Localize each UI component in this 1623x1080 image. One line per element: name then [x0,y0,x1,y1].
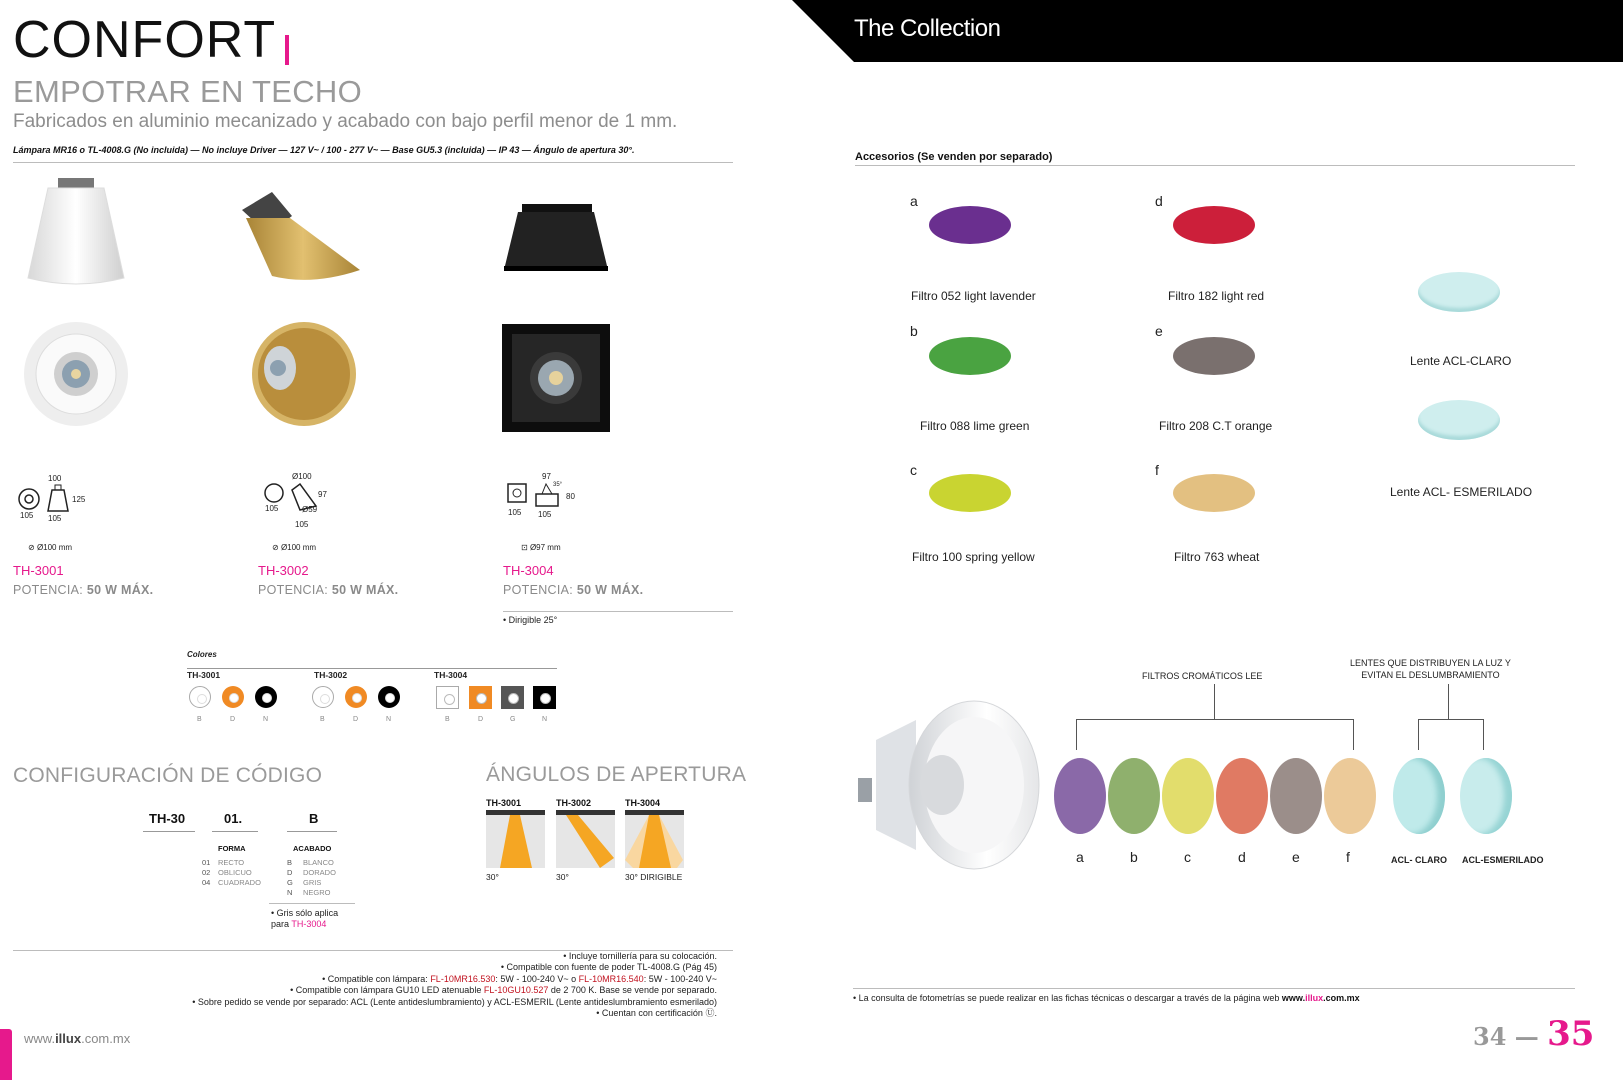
bracket-line [1418,719,1419,750]
swatch-black [255,686,277,708]
filter-swatch-spring-yellow [929,474,1011,512]
filter-swatch-lime-green [929,337,1011,375]
divider [853,988,1575,989]
colors-model-th-3002: TH-3002 [314,670,348,680]
angle-value: 30° DIRIGIBLE [625,872,683,882]
th-3001-dim: 105 [48,514,62,523]
code-part-shape: 01. [224,811,243,826]
bracket-line [1483,719,1484,750]
filter-letter: d [1155,193,1163,209]
th-3004-dim: 97 [542,472,551,481]
bracket-line [1076,719,1353,720]
code-part-finish: B [309,811,319,826]
filter-letter: a [910,193,918,209]
swatch-code: B [197,716,202,723]
filter-name: Filtro 088 lime green [920,419,1030,433]
divider [187,668,557,669]
swatch-white [189,686,211,708]
disc-letter: d [1238,849,1246,865]
th-3002-front-image [250,320,358,428]
luminaire-exploded-image [856,700,1046,880]
swatch-code: G [510,716,516,723]
product-power-th-3001: POTENCIA: 50 W MÁX. [13,583,154,597]
filter-name: Filtro 208 C.T orange [1159,419,1273,433]
disc-letter: c [1184,849,1191,865]
th-3002-cutout-size: ⊘ Ø100 mm [272,543,317,552]
website-url[interactable]: www.illux.com.mx [24,1031,131,1046]
swatch-code: B [320,716,325,723]
bracket-line [1214,684,1215,720]
forma-title: FORMA [218,844,246,853]
colors-model-th-3001: TH-3001 [187,670,221,680]
swatch-code: B [445,716,450,723]
th-3002-dim: Ø100 [292,472,312,481]
acabado-title: ACABADO [293,844,332,853]
filter-name: Filtro 100 spring yellow [912,550,1035,564]
th-3001-cutout-drawing [17,487,41,511]
th-3004-dim: 105 [508,508,522,517]
angle-model: TH-3004 [625,798,661,808]
swatch-gold [345,686,367,708]
page-subtitle: EMPOTRAR EN TECHO [13,74,363,109]
filter-disc-c [1162,758,1214,834]
filter-disc-a [1054,758,1106,834]
angle-diagram-th-3002 [556,810,615,868]
accessories-title: Accesorios (Se venden por separado) [855,151,1053,163]
code-config-title: CONFIGURACIÓN DE CÓDIGO [13,764,323,787]
th-3002-dim: 97 [318,490,327,499]
photometry-note: • La consulta de fotometrías se puede realizar en las fichas técnicas o descargar a través de la página web www.illux.com.mx [853,993,1360,1003]
angle-diagram-th-3004 [625,810,684,868]
angle-value: 30° [556,872,569,882]
th-3001-dim: 100 [48,474,62,483]
th-3004-side-image [500,200,612,275]
product-specs: Lámpara MR16 o TL-4008.G (No incluida) — No incluye Driver — 127 V~ / 100 - 277 V~ — Base GU5.3 (incluida) — IP 43 — Ángulo de apertura 30°. [13,145,635,155]
filter-disc-e [1270,758,1322,834]
title-accent-bar [285,35,289,65]
swatch-black [533,686,556,709]
filter-letter: b [910,323,918,339]
filter-disc-b [1108,758,1160,834]
forma-list: 01 RECTO 02 OBLICUO 04 CUADRADO [202,858,261,887]
certification-icon: Ⓤ [705,1008,715,1019]
acabado-list: B BLANCO D DORADO G GRIS N NEGRO [287,858,336,897]
filter-name: Filtro 052 light lavender [911,289,1036,303]
angle-diagram-th-3001 [486,810,545,868]
gray-finish-note: • Gris sólo aplica para TH-3004 [271,908,339,929]
lens-disc-frosted [1460,758,1512,834]
lens-disc-label: ACL- CLARO [1391,855,1447,865]
divider [287,831,337,832]
lens-disc-clear [1393,758,1445,834]
bracket-line [1418,719,1483,720]
th-3004-note: • Dirigible 25° [503,615,558,625]
th-3004-dim: 80 [566,492,575,501]
swatch-code: D [230,716,236,723]
swatch-white [312,686,334,708]
product-name-th-3004: TH-3004 [503,563,554,578]
th-3001-side-image [18,176,133,291]
th-3001-cutout-size: ⊘ Ø100 mm [28,543,73,552]
disc-letter: a [1076,849,1084,865]
angle-value: 30° [486,872,499,882]
divider [143,831,195,832]
page-numbers: 34 — 35 [1473,1014,1595,1054]
th-3002-side-image [232,188,362,288]
disc-letter: f [1346,849,1350,865]
th-3002-cutout-drawing [263,482,285,504]
divider [855,165,1575,166]
filter-swatch-light-red [1173,206,1255,244]
swatch-gold [469,686,492,709]
divider [212,831,258,832]
swatch-black [378,686,400,708]
product-description: Fabricados en aluminio mecanizado y acabado con bajo perfil menor de 1 mm. [13,111,678,132]
bracket-line [1448,684,1449,720]
colors-model-th-3004: TH-3004 [434,670,468,680]
swatch-gold [222,686,244,708]
page-tab [0,1029,12,1080]
swatch-gray [501,686,524,709]
th-3001-dim: 105 [20,511,34,520]
filter-letter: e [1155,323,1163,339]
th-3004-cutout-drawing [506,482,528,504]
lens-clear-image [1418,272,1500,312]
th-3004-dim: 105 [538,510,552,519]
swatch-code: N [263,716,269,723]
filter-swatch-lavender [929,206,1011,244]
th-3001-profile-drawing [46,484,70,514]
filter-letter: f [1155,462,1159,478]
swatch-code: N [386,716,392,723]
filter-disc-f [1324,758,1376,834]
angle-model: TH-3002 [556,798,592,808]
product-notes: • Incluye tornillería para su colocación. • Compatible con fuente de poder TL-4008.G (Pág 45) • Compatible con lámpara: FL-10MR16.530: 5W - 100-240 V~ o FL-10MR16.540: 5W - 100-240 V~ • Compatible con lámpara GU10 LED atenuable FL-10GU10.527 de 2 700 K. Base se vende por separado. • Sobre pedido se vende por separado: ACL (Lente antideslumbramiento) y ACL-ESMERIL (Lente antideslumbramiento esmerilado) • Cuentan con certificación Ⓤ. [192,951,717,1019]
lenses-diagram-label: LENTES QUE DISTRIBUYEN LA LUZ Y EVITAN EL DESLUMBRAMIENTO [1350,658,1511,680]
product-power-th-3002: POTENCIA: 50 W MÁX. [258,583,399,597]
bracket-line [1076,719,1077,750]
angle-model: TH-3001 [486,798,522,808]
product-name-th-3001: TH-3001 [13,563,64,578]
divider [13,162,733,163]
swatch-code: N [542,716,548,723]
filter-name: Filtro 182 light red [1168,289,1265,303]
filter-letter: c [910,462,917,478]
code-part-series: TH-30 [149,811,186,826]
lens-disc-label: ACL-ESMERILADO [1462,855,1544,865]
colors-title: Colores [187,650,217,659]
th-3004-cutout-size: ⊡ Ø97 mm [521,543,561,552]
th-3004-dim: 35° [553,482,563,488]
filter-disc-d [1216,758,1268,834]
swatch-code: D [353,716,359,723]
filter-swatch-wheat [1173,474,1255,512]
th-3001-dim: 125 [72,495,86,504]
product-power-th-3004: POTENCIA: 50 W MÁX. [503,583,644,597]
th-3001-front-image [22,320,130,428]
th-3002-dim: Ø59 [302,505,318,514]
swatch-white [436,686,459,709]
th-3002-dim: 105 [265,504,279,513]
th-3002-dim: 105 [295,520,309,529]
divider [269,903,355,904]
disc-letter: b [1130,849,1138,865]
bracket-line [1353,719,1354,750]
lens-name: Lente ACL-CLARO [1410,354,1512,368]
disc-letter: e [1292,849,1300,865]
filter-swatch-ct-orange [1173,337,1255,375]
product-name-th-3002: TH-3002 [258,563,309,578]
filter-name: Filtro 763 wheat [1174,550,1260,564]
filters-diagram-label: FILTROS CROMÁTICOS LEE [1142,671,1263,681]
lens-frosted-image [1418,400,1500,440]
swatch-code: D [478,716,484,723]
divider [503,611,733,612]
lens-name: Lente ACL- ESMERILADO [1390,485,1533,499]
th-3004-front-image [502,324,610,432]
page-title: CONFORT [13,11,277,69]
angles-title: ÁNGULOS DE APERTURA [486,763,747,786]
collection-title: The Collection [854,15,1001,42]
